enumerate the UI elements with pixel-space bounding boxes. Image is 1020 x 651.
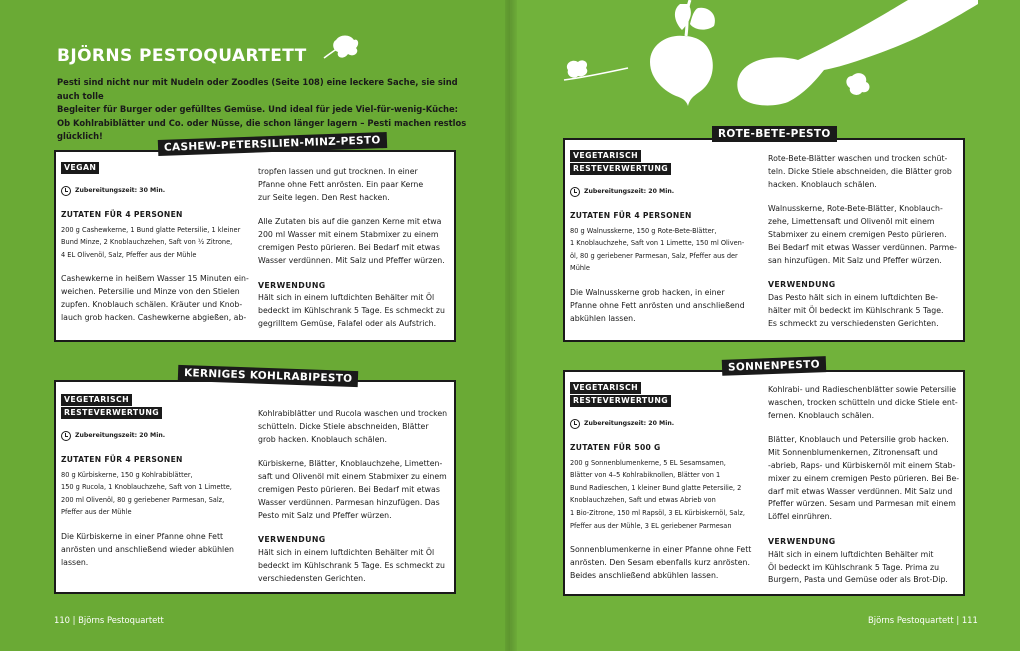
- text-line: Pfanne ohne Fett anrösten und anschließend: [570, 300, 745, 310]
- text-line: cremigen Pesto pürieren. Bei Bedarf mit etwas: [258, 484, 440, 494]
- recipe-title: CASHEW-PETERSILIEN-MINZ-PESTO: [158, 132, 387, 156]
- text-line: darf mit etwas Wasser verdünnen. Mit Salz und: [768, 486, 953, 496]
- ingredients-heading: ZUTATEN FÜR 4 PERSONEN: [61, 209, 183, 219]
- text-line: lauch grob hacken. Cashewkerne abgießen, ab-: [61, 312, 247, 322]
- usage-text: [768, 549, 962, 587]
- recipe-left-column: [570, 150, 762, 337]
- text-line: Beides anschließend abkühlen lassen.: [570, 570, 719, 580]
- clock-icon: [61, 431, 71, 441]
- ingredients-heading: ZUTATEN FÜR 500 G: [570, 442, 661, 452]
- recipe-title: ROTE-BETE-PESTO: [712, 126, 837, 142]
- instruction-paragraph: [258, 166, 452, 204]
- usage-heading: VERWENDUNG: [768, 536, 836, 546]
- text-line: bedeckt im Kühlschrank 5 Tage. Es schmeckt zu: [258, 560, 445, 570]
- diet-badge: VEGETARISCH: [570, 382, 641, 394]
- usage-heading: VERWENDUNG: [768, 280, 836, 290]
- text-line: schütteln. Dicke Stiele abschneiden, Blätter: [258, 421, 429, 431]
- prep-time: [61, 185, 251, 198]
- text-line: hälter mit Öl bedeckt im Kühlschrank 5 Tage.: [768, 305, 944, 315]
- ingredient-line: 4 EL Olivenöl, Salz, Pfeffer aus der Mühle: [61, 250, 197, 259]
- ingredient-line: Mühle: [570, 264, 590, 273]
- text-line: Stabmixer zu einem cremigen Pesto pürieren.: [768, 229, 947, 239]
- ingredients-list: [570, 457, 762, 533]
- text-line: grob hacken. Knoblauch schälen.: [258, 434, 387, 444]
- instruction-paragraph: [570, 544, 762, 582]
- instruction-paragraph: [768, 203, 962, 267]
- ingredient-line: 150 g Rucola, 1 Knoblauchzehe, Saft von 1 Limette,: [61, 483, 232, 492]
- ingredients-list: [61, 224, 251, 262]
- ingredient-line: 200 g Sonnenblumenkerne, 5 EL Sesamsamen,: [570, 458, 726, 467]
- text-line: saft und Olivenöl mit einem Stabmixer zu einem: [258, 472, 447, 482]
- usage-text: [768, 292, 962, 330]
- text-line: verschiedensten Gerichten.: [258, 573, 366, 583]
- text-line: Es schmeckt zu verschiedensten Gerichten.: [768, 318, 939, 328]
- text-line: anrösten. Den Sesam ebenfalls kurz anrösten.: [570, 557, 750, 567]
- text-line: abkühlen lassen.: [570, 313, 636, 323]
- text-line: Löffel einrühren.: [768, 512, 833, 522]
- ingredient-line: Bund Minze, 2 Knoblauchzehen, Saft von ½ Zitrone,: [61, 238, 233, 247]
- herb-sprig-icon: [560, 54, 630, 90]
- ingredient-line: 80 g Kürbiskerne, 150 g Kohlrabiblätter,: [61, 470, 193, 479]
- instruction-paragraph: [61, 531, 253, 569]
- text-line: Kohlrabiblätter und Rucola waschen und trocken: [258, 409, 448, 418]
- text-line: zupfen. Knoblauch schälen. Kräuter und Knob-: [61, 299, 243, 309]
- text-line: Walnusskerne, Rote-Bete-Blätter, Knoblauch-: [768, 204, 943, 214]
- leftovers-badge: RESTEVERWERTUNG: [61, 407, 162, 419]
- text-line: Sonnenblumenkerne in einer Pfanne ohne Fett: [570, 545, 752, 555]
- right-page-footer: Björns Pestoquartett | 111: [868, 615, 978, 625]
- instruction-paragraph: [258, 458, 452, 522]
- text-line: hacken. Knoblauch schälen.: [768, 179, 877, 189]
- ingredient-line: 1 Bio-Zitrone, 150 ml Rapsöl, 3 EL Kürbiskernöl, Salz,: [570, 508, 745, 517]
- ingredient-line: Pfeffer aus der Mühle, 3 EL geriebener Parmesan: [570, 521, 732, 530]
- instruction-paragraph: [61, 273, 251, 324]
- instruction-paragraph: [768, 384, 962, 422]
- instruction-paragraph: [570, 287, 762, 325]
- ingredient-line: Pfeffer aus der Mühle: [61, 508, 132, 517]
- clock-icon: [570, 419, 580, 429]
- text-line: Cashewkerne in heißem Wasser 15 Minuten ein-: [61, 274, 249, 284]
- text-line: bedeckt im Kühlschrank 5 Tage. Es schmeckt zu: [258, 306, 445, 316]
- text-line: Kohlrabi- und Radieschenblätter sowie Petersilie: [768, 385, 957, 394]
- ingredient-line: 80 g Walnusskerne, 150 g Rote-Bete-Blätter,: [570, 226, 717, 235]
- text-line: lassen.: [61, 557, 89, 567]
- prep-time-text: Zubereitungszeit: 30 Min.: [75, 187, 166, 194]
- usage-text: [258, 547, 452, 585]
- usage-text: [258, 292, 452, 330]
- recipe-right-column: [768, 384, 962, 587]
- text-line: gegrilltem Gemüse, Falafel oder als Aufstrich.: [258, 318, 437, 328]
- text-line: mixer zu einem cremigen Pesto pürieren. Bei Be-: [768, 473, 960, 483]
- recipe-title: SONNENPESTO: [722, 356, 826, 376]
- prep-time: [570, 418, 762, 431]
- text-line: weichen. Petersilie und Minze von den Stielen: [61, 287, 240, 297]
- clock-icon: [570, 187, 580, 197]
- recipe-left-column: [61, 394, 253, 581]
- text-line: Wasser verdünnen. Mit Salz und Pfeffer würzen.: [258, 255, 445, 265]
- ingredient-line: 200 g Cashewkerne, 1 Bund glatte Petersilie, 1 kleiner: [61, 225, 241, 234]
- ingredient-line: Blätter von 4–5 Kohlrabiknollen, Blätter von 1: [570, 471, 721, 480]
- text-line: teln. Dicke Stiele abschneiden, die Blätter grob: [768, 166, 952, 176]
- prep-time-text: Zubereitungszeit: 20 Min.: [584, 188, 675, 195]
- intro-line: Ob Kohlrabiblätter und Co. oder Nüsse, die schon länger lagern – Pesti machen restlos glücklich!: [57, 117, 467, 141]
- text-line: fernen. Knoblauch schälen.: [768, 410, 875, 420]
- page-title: BJÖRNS PESTOQUARTETT: [57, 46, 307, 66]
- recipe-right-column: [258, 408, 452, 586]
- text-line: Blätter, Knoblauch und Petersilie grob hacken.: [768, 435, 949, 445]
- beetroot-icon: [628, 0, 728, 108]
- ingredients-heading: ZUTATEN FÜR 4 PERSONEN: [570, 210, 692, 220]
- diet-badge: VEGETARISCH: [61, 394, 132, 406]
- text-line: Öl bedeckt im Kühlschrank 5 Tage. Prima zu: [768, 562, 940, 572]
- prep-time-text: Zubereitungszeit: 20 Min.: [75, 432, 166, 439]
- text-line: anrösten und anschließend wieder abkühlen: [61, 544, 234, 554]
- text-line: Burgern, Pasta und Gemüse oder als Brot-Dip.: [768, 575, 948, 585]
- text-line: Die Walnusskerne grob hacken, in einer: [570, 287, 725, 297]
- text-line: -abrieb, Raps- und Kürbiskernöl mit einem Stab-: [768, 460, 956, 470]
- ingredient-line: 1 Knoblauchzehe, Saft von 1 Limette, 150 ml Oliven-: [570, 239, 745, 248]
- usage-heading: VERWENDUNG: [258, 280, 326, 290]
- instruction-paragraph: [768, 434, 962, 524]
- text-line: tropfen lassen und gut trocknen. In einer: [258, 167, 418, 176]
- text-line: Rote-Bete-Blätter waschen und trocken schüt-: [768, 154, 948, 163]
- text-line: Kürbiskerne, Blätter, Knoblauchzehe, Limetten-: [258, 459, 443, 469]
- ingredient-line: Knoblauchzehen, Saft und etwas Abrieb von: [570, 496, 716, 505]
- ingredients-list: [61, 469, 253, 519]
- text-line: Wasser verdünnen. Parmesan hinzufügen. Das: [258, 497, 440, 507]
- herb-leaf-icon: [322, 34, 360, 62]
- text-line: 200 ml Wasser mit einem Stabmixer zu einem: [258, 230, 439, 240]
- instruction-paragraph: [258, 408, 452, 446]
- text-line: Pfanne ohne Fett anrösten. Ein paar Kerne: [258, 179, 424, 189]
- text-line: Hält sich in einem luftdichten Behälter mit Öl: [258, 548, 435, 558]
- leftovers-badge: RESTEVERWERTUNG: [570, 163, 671, 175]
- text-line: zehe, Limettensaft und Olivenöl mit einem: [768, 217, 935, 227]
- text-line: Das Pesto hält sich in einem luftdichten Be-: [768, 293, 938, 303]
- prep-time: [570, 186, 762, 199]
- recipe-left-column: [570, 382, 762, 595]
- text-line: Bei Bedarf mit etwas Wasser verdünnen. Parme-: [768, 242, 957, 252]
- intro-line: Begleiter für Burger oder gefülltes Gemüse. Und ideal für jede Viel-für-wenig-Küche:: [57, 104, 459, 114]
- prep-time: [61, 430, 253, 443]
- recipe-right-column: [768, 153, 962, 331]
- ingredients-heading: ZUTATEN FÜR 4 PERSONEN: [61, 454, 183, 464]
- text-line: Die Kürbiskerne in einer Pfanne ohne Fett: [61, 531, 224, 541]
- text-line: Alle Zutaten bis auf die ganzen Kerne mit etwa: [258, 217, 442, 227]
- instruction-paragraph: [258, 216, 452, 267]
- ingredients-list: [570, 225, 762, 275]
- prep-time-text: Zubereitungszeit: 20 Min.: [584, 420, 675, 427]
- text-line: zur Seite legen. Den Rest hacken.: [258, 192, 390, 202]
- text-line: san hinzufügen. Mit Salz und Pfeffer würzen.: [768, 255, 942, 265]
- intro-line: Pesti sind nicht nur mit Nudeln oder Zoodles (Seite 108) eine leckere Sache, sie sind auch tolle: [57, 77, 458, 101]
- ingredient-line: 200 ml Olivenöl, 80 g geriebener Parmesan, Salz,: [61, 495, 225, 504]
- ingredient-line: öl, 80 g geriebener Parmesan, Salz, Pfeffer aus der: [570, 251, 738, 260]
- knife-icon: [728, 0, 978, 110]
- text-line: cremigen Pesto pürieren. Bei Bedarf mit etwas: [258, 242, 440, 252]
- left-page-footer: 110 | Björns Pestoquartett: [54, 615, 164, 625]
- diet-badge: VEGAN: [61, 162, 99, 174]
- diet-badge: VEGETARISCH: [570, 150, 641, 162]
- instruction-paragraph: [768, 153, 962, 191]
- text-line: Hält sich in einem luftdichten Behälter mit: [768, 549, 934, 559]
- text-line: Pfeffer würzen. Sesam und Parmesan mit einem: [768, 499, 956, 509]
- recipe-left-column: [61, 162, 251, 337]
- leftovers-badge: RESTEVERWERTUNG: [570, 395, 671, 407]
- usage-heading: VERWENDUNG: [258, 535, 326, 545]
- text-line: waschen, trocken schütteln und dicke Stiele ent-: [768, 397, 958, 407]
- text-line: Mit Sonnenblumenkernen, Zitronensaft und: [768, 448, 938, 458]
- recipe-right-column: [258, 166, 452, 331]
- book-gutter: [505, 0, 517, 651]
- intro-text: [57, 76, 477, 144]
- ingredient-line: Bund Radieschen, 1 kleiner Bund glatte Petersilie, 2: [570, 483, 742, 492]
- text-line: Hält sich in einem luftdichten Behälter mit Öl: [258, 293, 435, 303]
- text-line: Pesto mit Salz und Pfeffer würzen.: [258, 510, 392, 520]
- clock-icon: [61, 186, 71, 196]
- recipe-title: KERNIGES KOHLRABIPESTO: [178, 365, 359, 387]
